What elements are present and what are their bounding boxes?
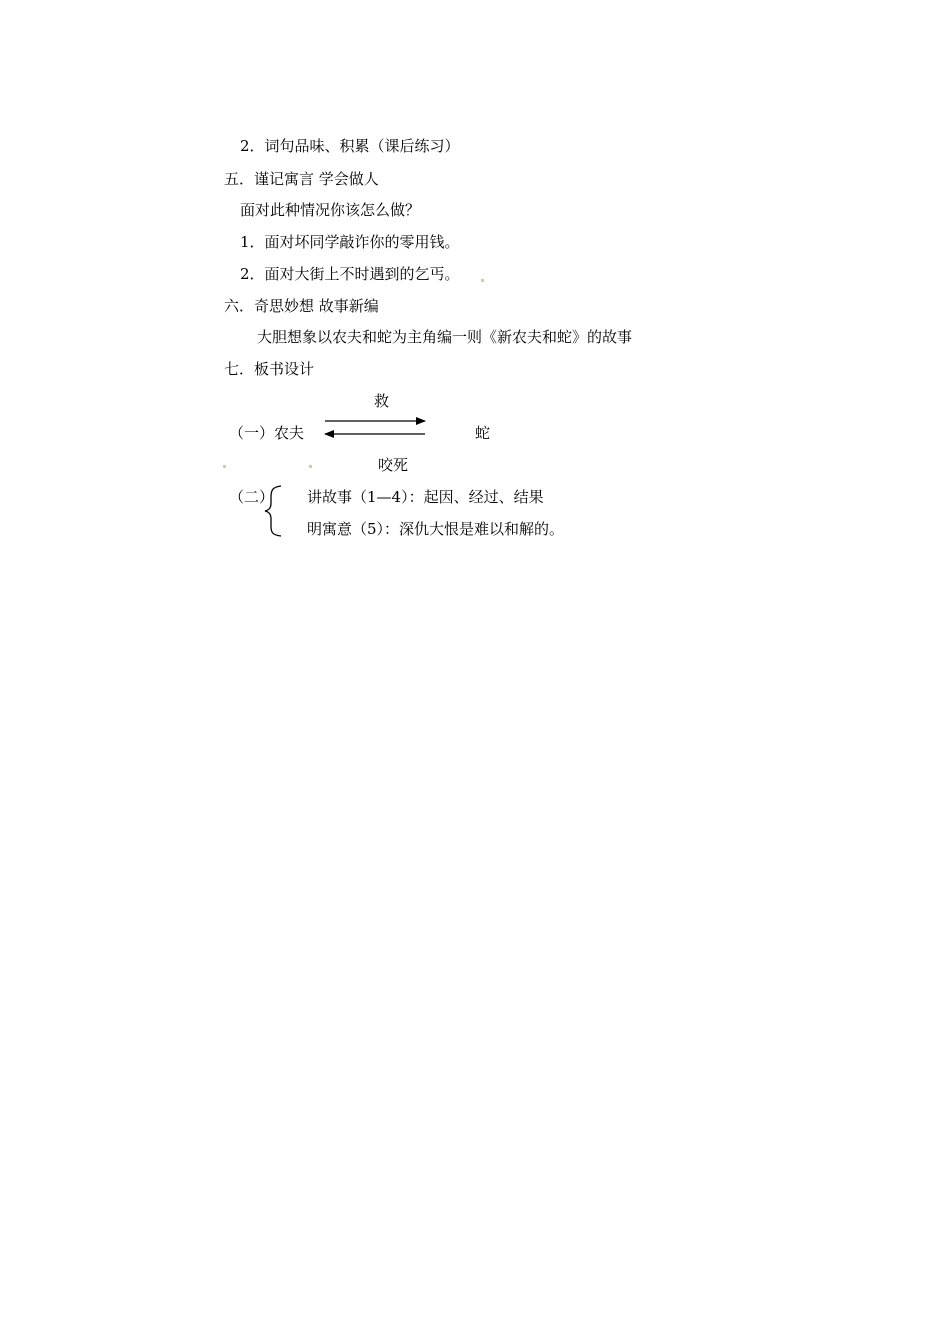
question-text: 面对此种情况你该怎么做？ (240, 201, 421, 219)
tell-story-line: 讲故事（1—4）：起因、经过、结果 (307, 488, 544, 506)
speck-mark (309, 465, 312, 468)
part2-label: （二） (229, 488, 275, 506)
section-6-heading: 六．奇思妙想 故事新编 (224, 297, 379, 315)
speck-mark (223, 465, 226, 468)
section-7-heading: 七．板书设计 (224, 360, 315, 378)
bite-label: 咬死 (378, 456, 409, 474)
item-2-beggar: 2．面对大街上不时遇到的乞丐。 (240, 265, 460, 283)
item-1-bully: 1．面对坏同学敲诈你的零用钱。 (240, 233, 460, 251)
save-label: 救 (374, 392, 390, 410)
snake-label: 蛇 (475, 424, 491, 442)
task-text: 大胆想象以农夫和蛇为主角编一则《新农夫和蛇》的故事 (257, 328, 633, 346)
part1-farmer-label: （一）农夫 (229, 424, 305, 442)
item-2-words: 2．词句品味、积累（课后练习） (240, 137, 460, 155)
section-5-heading: 五．谨记寓言 学会做人 (224, 170, 379, 188)
moral-line: 明寓意（5）：深仇大恨是难以和解的。 (307, 520, 565, 538)
